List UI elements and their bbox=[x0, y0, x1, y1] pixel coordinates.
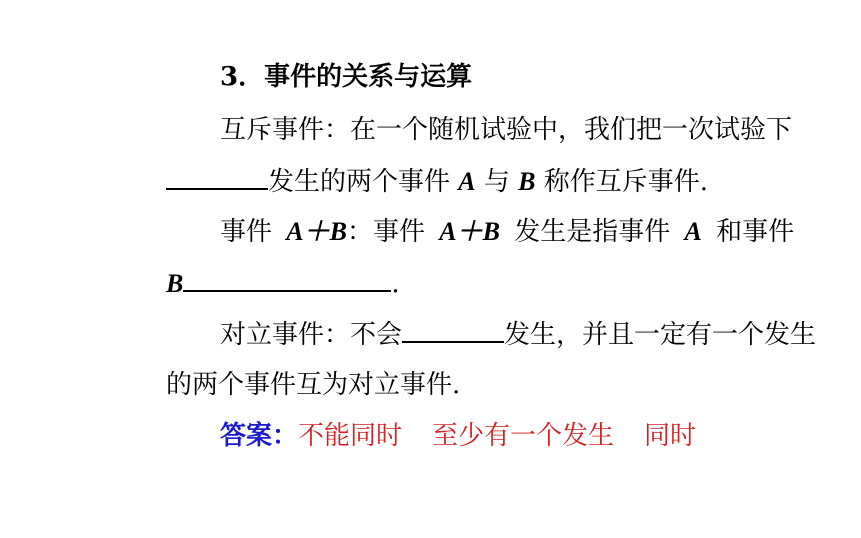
sum-expr-1: A＋B bbox=[286, 217, 347, 246]
sum-event-line-1 bbox=[220, 215, 794, 249]
sum-expr-2: A＋B bbox=[439, 217, 500, 246]
answer-item-3: 同时 bbox=[644, 421, 697, 451]
sum-event-label: 事件 bbox=[220, 217, 273, 247]
mutually-exclusive-post: 发生的两个事件 bbox=[268, 167, 451, 197]
var-a: A bbox=[458, 167, 476, 196]
sum-event-line-2 bbox=[166, 266, 400, 301]
answer-item-2: 至少有一个发生 bbox=[432, 421, 615, 451]
sum-event-tail: 和事件 bbox=[716, 217, 795, 247]
blank-2 bbox=[183, 266, 391, 292]
blank-3 bbox=[402, 317, 504, 343]
mutually-exclusive-line-1 bbox=[220, 113, 792, 147]
opposite-post: 发生，并且一定有一个发生 bbox=[504, 320, 817, 350]
mutually-exclusive-text: 互斥事件：在一个随机试验中，我们把一次试验下 bbox=[220, 115, 793, 145]
opposite-pre: 对立事件：不会 bbox=[220, 320, 403, 350]
answer-line bbox=[220, 419, 696, 453]
answer-label: 答案： bbox=[220, 421, 299, 451]
sum-var-a: A bbox=[684, 217, 702, 246]
sum-event-end: . bbox=[391, 269, 400, 299]
blank-1 bbox=[166, 164, 268, 190]
sum-event-mid: 发生是指事件 bbox=[514, 217, 671, 247]
mutually-exclusive-end: 称作互斥事件. bbox=[543, 167, 709, 197]
section-heading bbox=[220, 60, 472, 94]
sum-var-b: B bbox=[166, 269, 184, 298]
heading-text: 3．事件的关系与运算 bbox=[220, 62, 473, 92]
and-word: 与 bbox=[483, 167, 510, 197]
var-b: B bbox=[518, 167, 536, 196]
opposite-line-1 bbox=[220, 317, 816, 352]
opposite-line-2 bbox=[166, 368, 460, 402]
sum-event-colon: ：事件 bbox=[346, 217, 425, 247]
opposite-line2-text: 的两个事件互为对立事件. bbox=[166, 370, 461, 400]
answer-item-1: 不能同时 bbox=[298, 421, 403, 451]
mutually-exclusive-line-2 bbox=[166, 164, 708, 199]
